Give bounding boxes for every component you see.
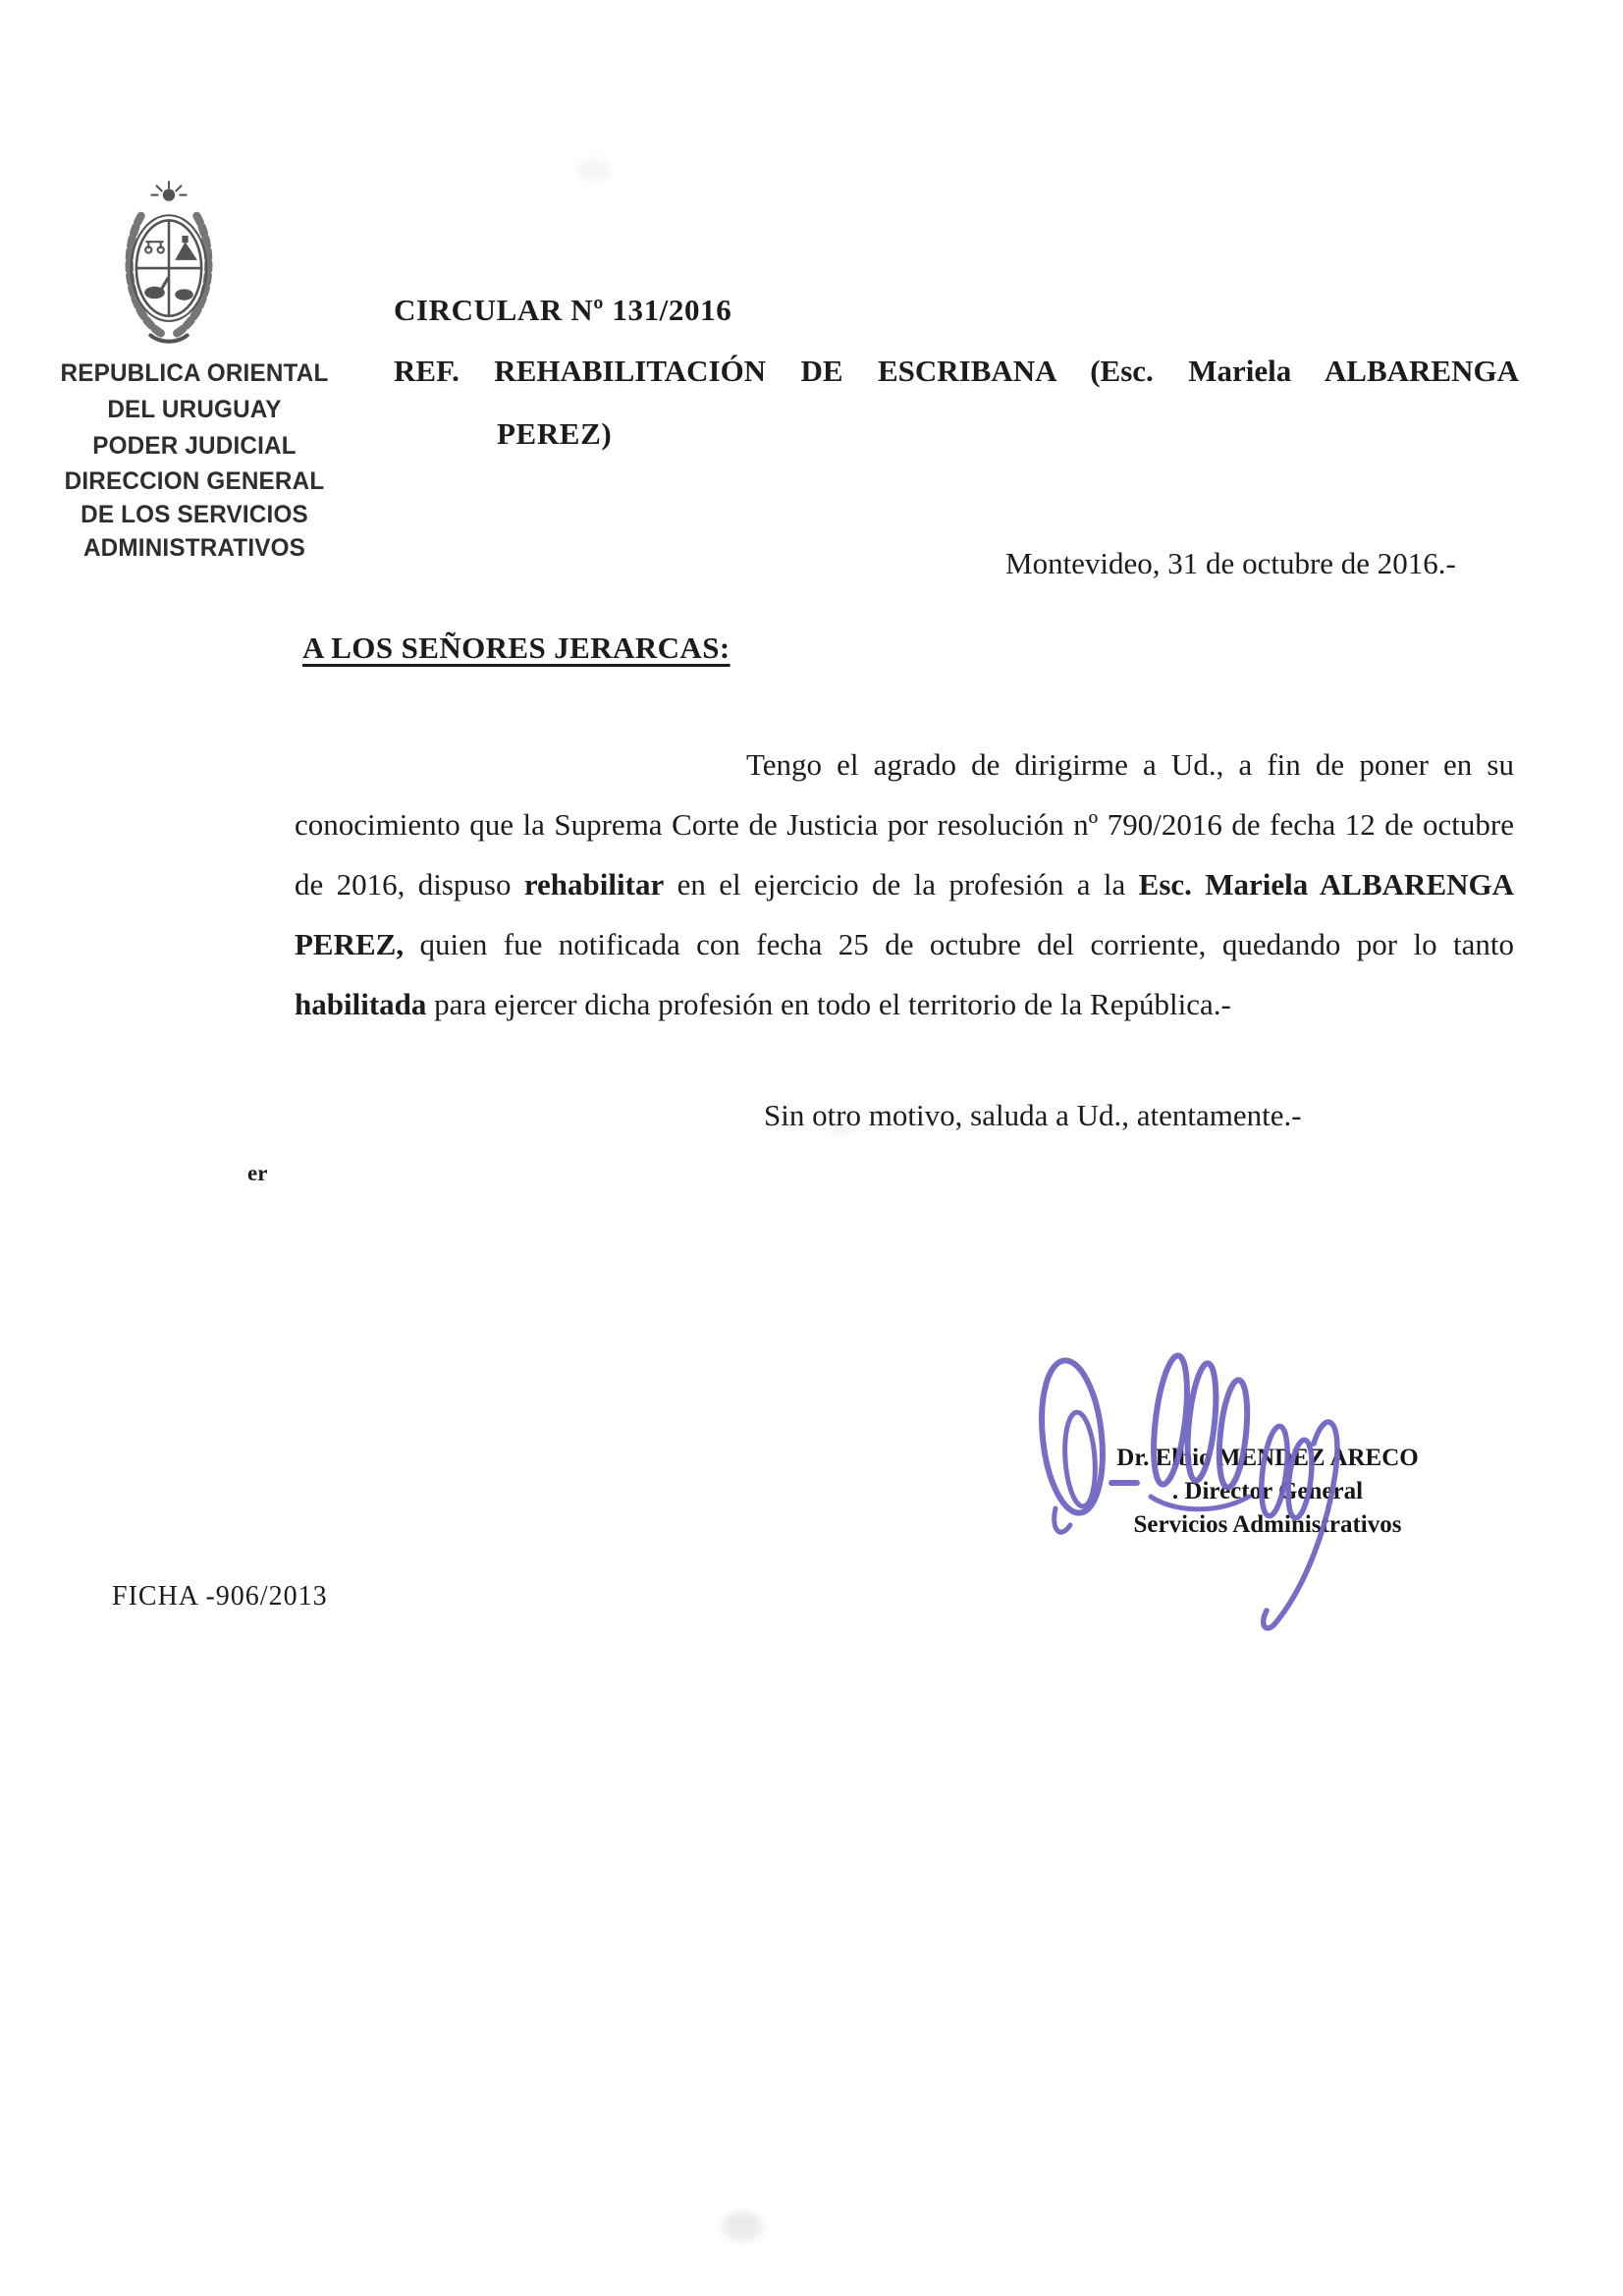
letterhead-line: PODER JUDICIAL [92, 432, 297, 460]
handwritten-signature [1001, 1304, 1375, 1667]
subject-line-2: PEREZ) [497, 416, 613, 451]
letterhead-line: REPUBLICA ORIENTAL [60, 359, 329, 387]
signer-name: Dr. Elbio MENDEZ ARECO [1116, 1445, 1419, 1471]
typist-initials: er [247, 1161, 268, 1185]
body-segment: Tengo el agrado de dirigirme a Ud., a fin de poner en su conocimiento que la Suprema Corte de Justicia por resolución nº 790/2016 de fecha 12 de octubre de 2016, dispuso [295, 747, 1514, 902]
body-segment-bold: Esc. Mariela ALBARENGA PEREZ, [295, 867, 1515, 961]
signer-office: Servicios Administrativos [1133, 1511, 1402, 1538]
closing-line: Sin otro motivo, saluda a Ud., atentamente.- [764, 1098, 1302, 1132]
letterhead-line: DEL URUGUAY [107, 396, 282, 423]
signer-title: . Director General [1171, 1478, 1364, 1504]
letterhead-line: DIRECCION GENERAL [64, 467, 325, 495]
body-segment: en el ejercicio de la profesión a la [664, 867, 1139, 902]
scan-smudge [830, 1118, 855, 1135]
body-segment: quien fue notificada con fecha 25 de octubre del corriente, quedando por lo tanto [404, 927, 1514, 961]
letterhead-line: DE LOS SERVICIOS [81, 501, 308, 528]
body-segment: para ejercer dicha profesión en todo el territorio de la República.- [426, 987, 1231, 1021]
dateline: Montevideo, 31 de octubre de 2016.- [1005, 546, 1456, 580]
uruguay-coat-of-arms-icon [106, 179, 232, 352]
letterhead-line: ADMINISTRATIVOS [82, 534, 306, 562]
body-segment-bold: habilitada [295, 987, 427, 1021]
body-segment-bold: rehabilitar [523, 867, 665, 902]
circular-number: CIRCULAR Nº 131/2016 [394, 293, 732, 327]
letterhead-org-block [42, 355, 347, 565]
salutation: A LOS SEÑORES JERARCAS: [302, 630, 730, 665]
subject-line-1: REF. REHABILITACIÓN DE ESCRIBANA (Esc. Mariela ALBARENGA [394, 354, 1519, 388]
scan-smudge [722, 2212, 763, 2241]
ficha-reference: FICHA -906/2013 [112, 1581, 328, 1612]
scan-smudge [577, 159, 611, 181]
body-paragraph [295, 735, 1514, 1034]
